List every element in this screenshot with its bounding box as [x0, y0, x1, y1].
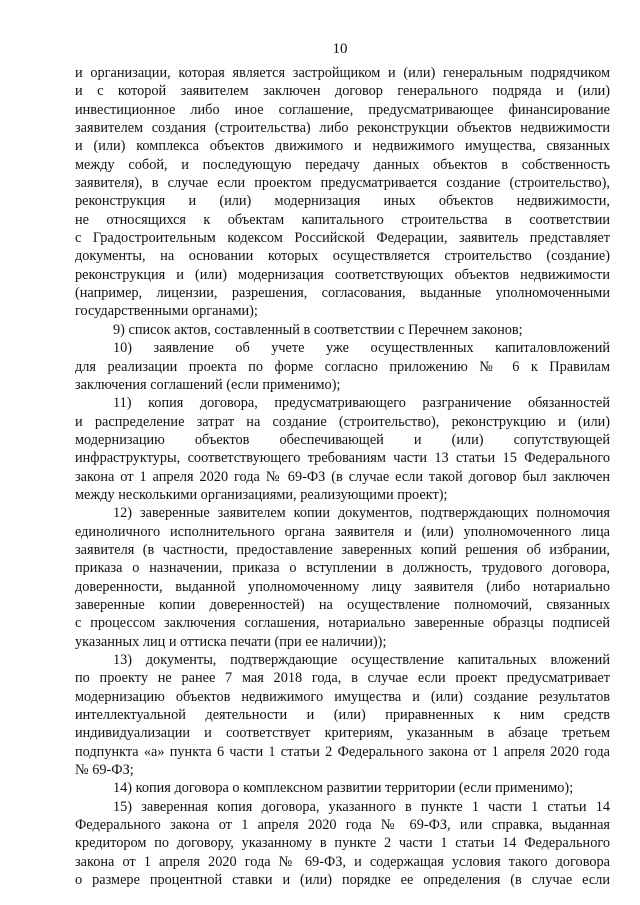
text-line: модернизацию объектов недвижимого имущества и (или) создание результатов [75, 688, 610, 705]
text-line: заключения соглашений (если применимо); [75, 376, 341, 393]
text-line: единоличного исполнительного органа заявителя и (или) уполномоченного лица [75, 523, 610, 540]
text-line: реконструкция и (или) модернизация иных объектов недвижимости, [75, 193, 610, 210]
text-line: указанных лиц и оттиска печати (при ее наличии)); [75, 633, 387, 650]
page-number: 10 [332, 41, 348, 57]
text-line: подпункта «а» пункта 6 части 1 статьи 2 Федерального закона от 1 апреля 2020 года [75, 743, 610, 760]
text-line: 15) заверенная копия договора, указанного в пункте 1 части 1 статьи 14 [113, 798, 610, 815]
text-line: Федерального закона от 1 апреля 2020 года № 69-ФЗ, или справка, выданная [75, 817, 610, 834]
text-line: модернизацию объектов обеспечивающей и (или) сопутствующей [75, 431, 610, 448]
text-line: о размере процентной ставки и (или) порядке ее определения (в случае если [75, 872, 610, 889]
text-line: 9) список актов, составленный в соответствии с Перечнем законов; [113, 321, 523, 338]
text-line: и распределение затрат на создание (строительство), реконструкцию и (или) [75, 413, 610, 430]
text-line: 11) копия договора, предусматривающего разграничение обязанностей [113, 395, 610, 412]
text-line: между собой, и последующую передачу данных объектов в собственность [75, 156, 610, 173]
text-line: реконструкция и (или) модернизация соответствующих объектов недвижимости [75, 266, 610, 283]
text-line: и организации, которая является застройщиком и (или) генеральным подрядчиком [75, 65, 610, 81]
text-line: документы, на основании которых осуществляется строительство (создание) [75, 248, 610, 265]
text-line: заверенные копии доверенностей) на осуществление полномочий, связанных [75, 596, 610, 613]
text-line: № 69-ФЗ; [75, 762, 134, 779]
text-line: заявителя (в частности, предоставление заверенных копий решения об избрании, [75, 541, 610, 558]
text-line: и (или) комплекса объектов движимого и недвижимого имущества, связанных [75, 138, 610, 155]
text-line: для реализации проекта по форме согласно приложению № 6 к Правилам [75, 358, 610, 375]
text-line: 12) заверенные заявителем копии документов, подтверждающих полномочия [113, 505, 610, 522]
text-line: приказа о назначении, приказа о вступлении в должность, трудового договора, [75, 560, 610, 577]
text-line: кредитором по договору, указанному в пункте 2 части 1 статьи 14 Федерального [75, 835, 610, 852]
text-line: интеллектуальной деятельности и (или) приравненных к ним средств [75, 707, 610, 724]
text-line: закона от 1 апреля 2020 года № 69-ФЗ (в случае если такой договор был заключен [75, 468, 610, 485]
text-line: закона от 1 апреля 2020 года № 69-ФЗ, и содержащая условия такого договора [75, 853, 610, 870]
text-line: государственными органами); [75, 303, 258, 320]
text-line: не относящихся к объектам капитального строительства в соответствии [75, 211, 610, 228]
text-line: с Градостроительным кодексом Российской Федерации, заявитель представляет [75, 230, 610, 247]
text-line: с процессом заключения соглашения, нотариально заверенные образцы подписей [75, 615, 610, 632]
text-line: 10) заявление об учете уже осуществленных капиталовложений [113, 340, 610, 357]
text-line: индивидуализации и соответствует критериям, указанным в абзаце третьем [75, 725, 610, 742]
document-body [75, 64, 610, 889]
text-line: инфраструктуры, соответствующего требованиям части 13 статьи 15 Федерального [75, 450, 610, 467]
text-line: между несколькими организациями, реализующими проект); [75, 486, 448, 503]
text-line: заявителем создания (строительства) либо реконструкции объектов недвижимости [75, 120, 610, 137]
text-line: 13) документы, подтверждающие осуществление капитальных вложений [113, 652, 610, 668]
text-line: инвестиционное либо иное соглашение, предусматривающее финансирование [75, 101, 610, 118]
text-line: и с которой заявителем заключен договор генерального подряда и (или) [75, 83, 610, 100]
text-line: заявителя), в случае если проектом предусматривается создание (строительство), [75, 175, 610, 192]
text-line: (например, лицензии, разрешения, согласования, выданные уполномоченными [75, 285, 610, 302]
text-line: по проекту не ранее 7 мая 2018 года, в случае если проект предусматривает [75, 670, 610, 687]
text-line: доверенности, выданной уполномоченному лицу заявителя (либо нотариально [75, 578, 610, 595]
text-line: 14) копия договора о комплексном развитии территории (если применимо); [113, 780, 574, 797]
